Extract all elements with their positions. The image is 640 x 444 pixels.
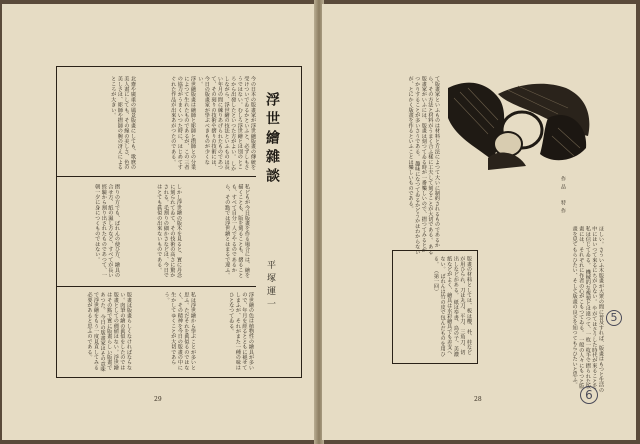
paragraph: 北齋や廣重の風景版畫にしても、歌麿の美人畫にしても、その線の美しさ、色の美しさは、彫師や摺師の腕の冴えによるところが大きい。	[110, 76, 136, 170]
paragraph: 版畫は版畫らしくなければならない。肉筆の繪の眞似をしたのでは版畫としての價値はない。浮世繪はその點で實に版畫らしい版畫であつた。	[99, 292, 132, 370]
column-divider	[56, 176, 256, 177]
page-number-left: 29	[154, 396, 162, 403]
artwork-caption: 作品 特作	[560, 176, 566, 216]
article-column-2c	[62, 184, 120, 282]
page-number-right: 28	[474, 396, 482, 403]
paragraph: 一般の人々にもつと版畫を見てもらひたい、そして版畫の良さを知つてもらひたいと思ふ。	[571, 226, 585, 389]
paragraph: ばれんは竹の皮で包んだものを用ひる。	[433, 256, 446, 357]
article-column-1c	[66, 76, 136, 172]
paragraph: しかしながら、浮世繪の技法といふものは長い年月の間に練りあげられたものであつて、その刻りの技術や摺りの技術には、今日の版畫家が學ぶべきものが少くない。	[197, 76, 237, 172]
article-column-1b	[140, 76, 196, 172]
paragraph: 浮世繪版畫は繪師と彫師と摺師との分業によつて生れたものであるが、この三者の協力がうまくいつた時に、はじめてすぐれた作品が出來あがつたのである。	[170, 76, 196, 170]
paragraph: 版畫の材料としては、板は櫻、朴、桂などが用ひられ、刀は丸刀、平刀、三角刀、切出しなどがある。	[452, 256, 472, 355]
paragraph: （第一回）	[433, 268, 440, 295]
paragraph: 趣味になつてゐるかどうかはわからないが、とにかく版畫を作るといふことは樂しいものである。	[407, 76, 421, 255]
paragraph: やがてはさうした時代が來ることを私は信じてゐる。	[584, 226, 598, 389]
pencil-margin-note: 6	[580, 386, 598, 404]
lower-column	[486, 226, 604, 394]
paragraph: しかし浮世繪の版木を見ると、實に丹念に刻られてゐて、その技術の高さに驚かされる。毛割りの細かさなどは、今日ではとても眞似の出來ないものである。	[156, 184, 182, 278]
paragraph: ほしい。さういふ木版畫が大衆の間に普及すれば、版畫はもつと生活の中にはいつて來るにちがひない。	[591, 226, 604, 393]
paragraph: 機械的な複製とは違つて、一枚一枚手で摺られた版畫には、それぞれに作者の心がこもつてゐる。	[578, 226, 591, 389]
article-column-3c	[62, 292, 132, 372]
article-author: 平塚運一	[265, 260, 275, 312]
pencil-margin-note: 5	[606, 310, 622, 326]
paragraph: 紙は奉書、鳥の子、美濃紙などがよく、繪具は水彩繪具でも差支へない。	[439, 256, 459, 357]
article-column-2b	[124, 184, 182, 282]
article-column-3b	[136, 292, 196, 372]
note-box-text	[398, 256, 472, 358]
paragraph: て版畫家といふものは材料と方法によつて大いに制約されるものであるから、その方法と材料がうまく合ふ樣に工夫して刻ることが大切である。	[427, 76, 440, 248]
paragraph: 私は浮世繪から學ぶことが多いと思ふ。ただそれを眞似るのではなく、その精神を今日の版畫の中に生かしてゆくことが大切であらう。	[163, 292, 196, 370]
paragraph: 今の日本の版畫家が浮世繪版畫の傳統を受けついでゐるかといふと、必ずしもさうではない。むしろ浮世繪とは別のところから出發したといつた方がよい。	[230, 76, 256, 170]
paragraph: 摺りの方でも、ばれんの使ひ方、繪具の合せ方、紙の濕し方など、すべてが長い經驗から割り出されたものであつて、一朝一夕に身につくものではない。	[94, 184, 120, 278]
intro-column	[356, 76, 440, 256]
paragraph: 今日の版畫家はその意味で浮世繪をもう一度見直してみる必要があると思ふのである。	[86, 292, 106, 372]
paragraph: 浮世繪の色は植物性の繪具が多いので、年月を經るとともに褪せてしまふが、それがまた一種の味はひとなつてゐる。	[228, 292, 254, 370]
paragraph: ある版畫家がいふには、版畫は刻つてゐる時が一番樂しいので、摺つてみるとがつかりすることが多いさうである。	[414, 76, 434, 255]
article-title: 浮世繪雜談	[264, 92, 280, 187]
woodcut-print	[448, 78, 592, 170]
article-column-2	[186, 184, 250, 282]
column-divider	[56, 286, 256, 287]
paragraph: 私どもが今日版畫を作る場合には、繪を描くことも、版を刻ることも、摺ることも、すべて自分一人でやるのであるから、その點では浮世繪とはまるで違ふ。	[224, 184, 250, 278]
article-column-1	[197, 76, 256, 172]
article-column-3	[200, 292, 254, 372]
